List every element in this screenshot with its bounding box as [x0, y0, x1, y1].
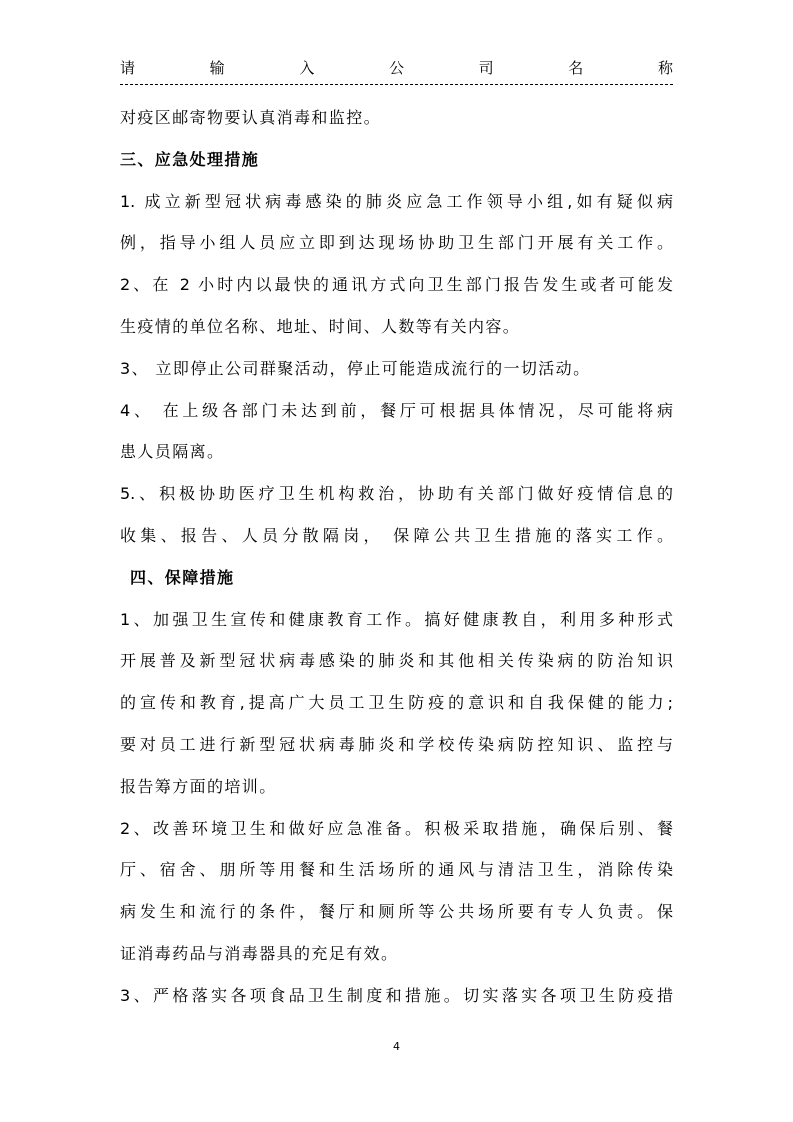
- text-line: 生疫情的单位名称、地址、时间、人数等有关内容。: [120, 316, 521, 336]
- text-line: 证消毒药品与消毒器具的充足有效。: [120, 943, 399, 963]
- text-line: 1. 成立新型冠状病毒感染的肺炎应急工作领导小组,如有疑似病: [120, 191, 673, 211]
- text-line: 5.、积极协助医疗卫生机构救治，协助有关部门做好疫情信息的: [120, 484, 673, 504]
- text-line: 患人员隔离。: [120, 442, 225, 462]
- page-number: 4: [393, 1040, 400, 1053]
- text-line: 要对员工进行新型冠状病毒肺炎和学校传染病防控知识、监控与: [120, 734, 673, 754]
- page-header: [120, 58, 673, 85]
- text-line: 2、改善环境卫生和做好应急准备。积极采取措施，确保后别、餐: [120, 818, 673, 838]
- text-line: 病发生和流行的条件，餐厅和厕所等公共场所要有专人负责。保: [120, 902, 673, 922]
- document-body: [120, 104, 673, 1024]
- header-char: 称: [657, 59, 673, 77]
- section-heading: 三、应急处理措施: [120, 149, 260, 169]
- header-char: 请: [120, 59, 136, 77]
- header-char: 司: [478, 59, 494, 77]
- text-line: 2、在 2 小时内以最快的通讯方式向卫生部门报告发生或者可能发: [120, 275, 673, 295]
- text-line: 开展普及新型冠状病毒感染的肺炎和其他相关传染病的防治知识: [120, 651, 673, 671]
- text-line: 的宣传和教育,提高广大员工卫生防疫的意识和自我保健的能力;: [120, 693, 673, 713]
- text-line: 收集、报告、人员分散隔岗， 保障公共卫生措施的落实工作。: [120, 525, 673, 545]
- company-name-placeholder: [120, 58, 673, 78]
- text-line: 报告筹方面的培训。: [120, 776, 277, 796]
- text-line: 3、严格落实各项食品卫生制度和措施。切实落实各项卫生防疫措: [120, 985, 673, 1005]
- text-line: 1、加强卫生宣传和健康教育工作。搞好健康教自，利用多种形式: [120, 609, 673, 629]
- text-line: 厅、宿舍、朋所等用餐和生活场所的通风与清洁卫生，消除传染: [120, 860, 673, 880]
- header-char: 名: [568, 59, 584, 77]
- text-line: 对疫区邮寄物要认真消毒和监控。: [120, 108, 382, 127]
- text-line: 4、 在上级各部门未达到前，餐厅可根据具体情况，尽可能将病: [120, 400, 673, 420]
- header-char: 公: [388, 59, 404, 77]
- text-line: 3、 立即停止公司群聚活动，停止可能造成流行的一切活动。: [120, 358, 591, 378]
- text-line: 例，指导小组人员应立即到达现场协助卫生部门开展有关工作。: [120, 233, 673, 253]
- header-char: 入: [299, 59, 315, 77]
- section-heading: 四、保障措施: [130, 567, 235, 587]
- header-char: 输: [209, 59, 225, 77]
